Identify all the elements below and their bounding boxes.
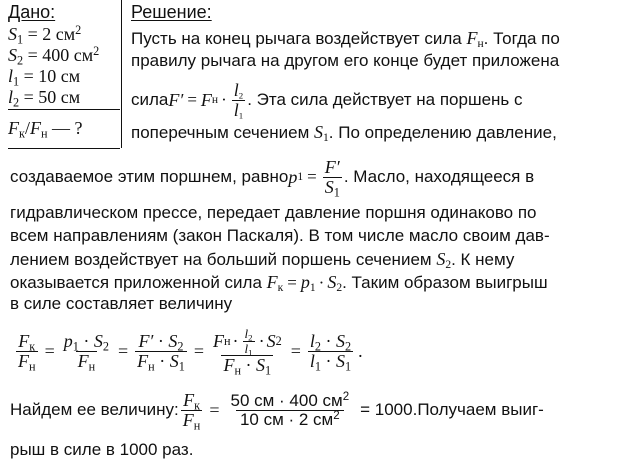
solution-line-3: сила F′ = F н · $\frac{l_2}{l_1}$ . Эта сила действует на поршень с [131,79,523,120]
fraction-numeric: $\frac{50 см \cdot 400 см^2}{10 см \cdot 2 см^2}$ [230,390,350,429]
fraction-l2s2-l1s1: $\frac{l_2 \cdot S_2}{l_1 \cdot S_1}$ [309,330,352,373]
given-item-s2: $S_2 = 400$ $см^2$ [8,43,100,68]
solution-line-11: Найдем ее величину: $\frac{F_к}{F_н}$ = $\frac{50 см \cdot 400 см^2}{10 см \cdot 2 см^2}$ = 1000. Получаем выиг- [10,389,544,432]
given-bottom-line [8,148,120,149]
given-item-l1: $l_1 = 10$ см [8,66,81,89]
fraction-l2-l1: $\frac{l_2}{l_1}$ [233,79,244,120]
solution-line-4: поперечным сечением $S_1$. По определению давление, [131,122,557,145]
solution-line-2: правилу рычага на другом его конце будет приложена [131,51,560,70]
fraction-fn-l2l1-s2: F н · $\frac{l_2}{l_1}$ · S 2 $F_н \cdot S_1$ [212,325,282,378]
given-item-l2: $l_2 = 50$ см [8,87,81,110]
solution-line-9: оказывается приложенной сила $F_к = p_1 \cdot S_2$. Таким образом выигрыш [10,272,548,295]
solution-title: Решение: [131,2,212,22]
given-find: $F_к/F_н$ — ? [8,118,83,141]
fraction-fk-fn: $\frac{F_к}{F_н}$ [18,330,36,373]
given-item-s1: $S_1 = 2$ $см^2$ [8,22,82,47]
solution-line-8: лением воздействует на больший поршень сечением $S_2$. К нему [10,249,515,272]
given-title: Дано: [8,2,56,22]
solution-line-7: всем направлениям (закон Паскаля). В том числе масло своим дав- [10,226,550,245]
fraction-p1s2-fn: $\frac{p_1 \cdot S_2}{F_н}$ [63,330,109,373]
solution-line-12: рыш в силе в 1000 раз. [10,440,194,459]
solution-line-10: в силе составляет величину [10,294,233,313]
gain-formula: $\frac{F_к}{F_н}$ = $\frac{p_1 \cdot S_2}{F_н}$ = $\frac{F' \cdot S_2}{F_н \cdot S_1}$ = F н · $\frac{l_2}{l_1}$ · S 2 $F_н \cdot S_1$ = $\frac{l_2 \cdot S_2}{l_1 \cdot S_1}$ . [18,325,363,378]
solution-line-6: гидравлическом прессе, передает давление поршня одинаково по [10,203,537,222]
solution-line-5: создаваемое этим поршнем, равно p 1 = $\frac{F'}{S_1}$ . Масло, находящееся в [10,156,535,199]
fraction-fk-fn-small: $\frac{F_к}{F_н}$ [182,389,201,432]
fraction-fs2-fns1: $\frac{F' \cdot S_2}{F_н \cdot S_1}$ [137,330,185,373]
given-divider [8,109,120,110]
given-vertical-line [121,0,122,148]
fraction-f-s1: $\frac{F'}{S_1}$ [324,156,340,199]
solution-line-1: Пусть на конец рычага воздействует сила $F_н$. Тогда по [131,28,560,51]
